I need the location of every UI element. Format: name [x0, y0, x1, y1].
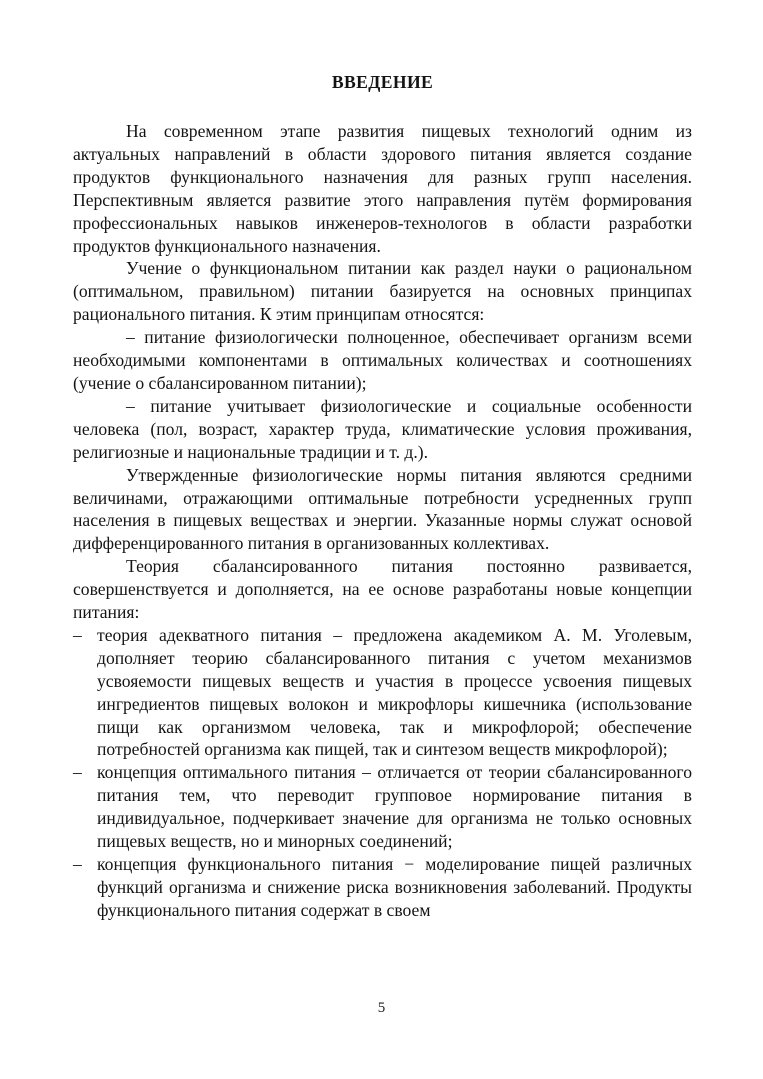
list-item-text: концепция оптимального питания – отличается от теории сбалансированного питания тем, что переводит групповое нормирование питания в индивидуальное, подчеркивает значение для организма не только основных пищевых веществ, но и минорных соединений;	[97, 762, 692, 852]
list-marker: –	[73, 854, 82, 874]
list-item	[73, 761, 692, 853]
list-marker: –	[73, 762, 82, 783]
page-content	[73, 70, 692, 1060]
principles-paragraph: Учение о функциональном питании как раздел науки о рациональном (оптимальном, правильном) питании базируется на основных принципах рационального питания. К этим принципам относятся:	[73, 258, 692, 325]
concepts-list	[73, 624, 692, 922]
list-item-text: теория адекватного питания – предложена академиком А. М. Уголевым, дополняет теорию сбалансированного питания с учетом механизмов усвояемости пищевых веществ и участия в процессе усвоения пищевых ингредиентов пищевых волокон и микрофлоры кишечника (использование пищи как организмом человека, так и микрофлорой; обеспечение потребностей организма как пищей, так и синтезом веществ микрофлорой);	[97, 624, 692, 760]
theory-paragraph: Теория сбалансированного питания постоянно развивается, совершенствуется и дополняется, на ее основе разработаны новые концепции питания:	[73, 556, 692, 623]
list-item	[73, 853, 692, 922]
list-item	[73, 624, 692, 761]
list-item-text: концепция функционального питания − моделирование пищей различных функций организма и снижение риска возникновения заболеваний. Продукты функционального питания содержат в своем	[97, 854, 692, 920]
norms-paragraph: Утвержденные физиологические нормы питания являются средними величинами, отражающими оптимальные потребности усредненных групп населения в пищевых веществах и энергии. Указанные нормы служат основой дифференцированного питания в организованных коллективах.	[73, 464, 692, 554]
page-number: 5	[377, 1000, 386, 1016]
principle-item-1: – питание физиологически полноценное, обеспечивает организм всеми необходимыми компонентами в оптимальных количествах и соотношениях (учение о сбалансированном питании);	[73, 327, 692, 393]
section-title: ВВЕДЕНИЕ	[331, 72, 434, 92]
intro-paragraph: На современном этапе развития пищевых технологий одним из актуальных направлений в области здорового питания является создание продуктов функционального назначения для разных групп населения. Перспективным является развитие этого направления путём формирования профессиональных навыков инженеров-технологов в области разработки продуктов функционального назначения.	[73, 121, 692, 256]
list-marker: –	[73, 624, 82, 645]
principle-item-2: – питание учитывает физиологические и социальные особенности человека (пол, возраст, характер труда, климатические условия проживания, религиозные и национальные традиции и т. д.).	[73, 395, 692, 462]
